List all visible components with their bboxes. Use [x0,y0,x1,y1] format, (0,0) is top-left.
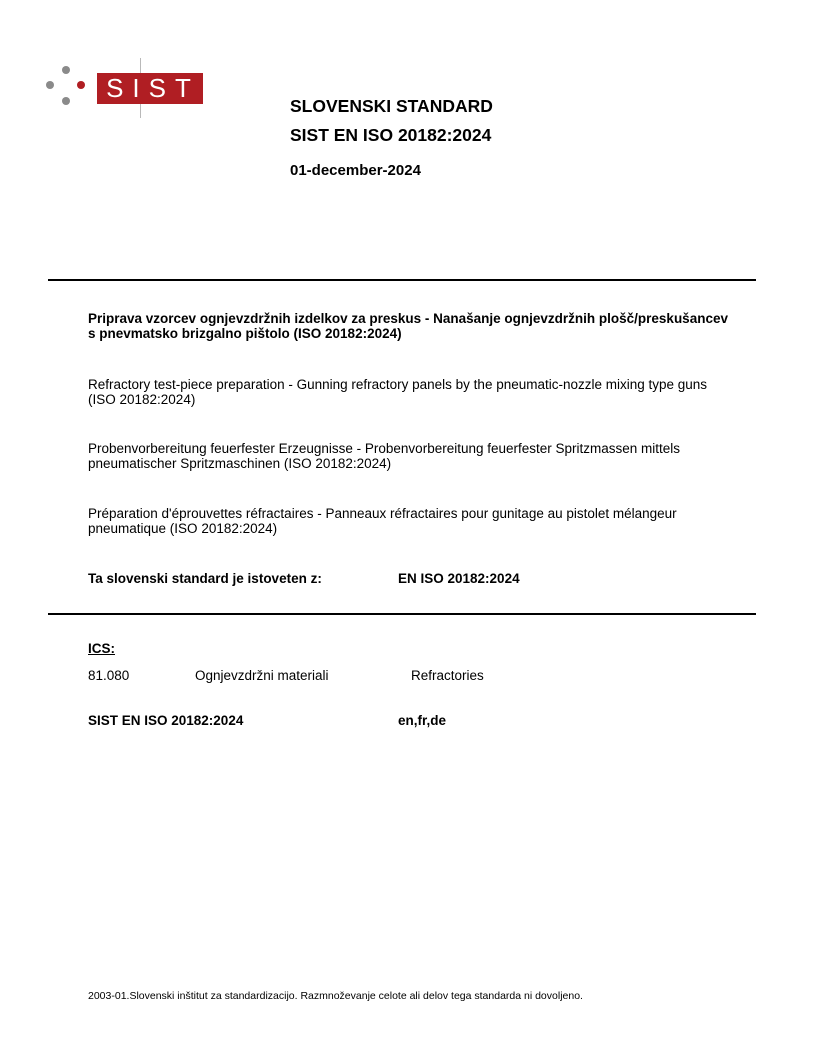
publication-date: 01-december-2024 [290,162,421,179]
ics-description-sl: Ognjevzdržni materiali [195,668,329,683]
identical-label: Ta slovenski standard je istoveten z: [88,571,322,586]
sist-logo-dots [46,66,86,108]
bottom-rule [48,613,756,615]
ics-code: 81.080 [88,668,130,683]
title-slovenian: Priprava vzorcev ognjevzdržnih izdelkov za preskus - Nanašanje ognjevzdržnih plošč/preskušancev s pnevmatsko brizgalno pištolo (ISO 20182:2024) [88,311,728,341]
header-standard-number: SIST EN ISO 20182:2024 [290,125,492,145]
title-german: Probenvorbereitung feuerfester Erzeugnisse - Probenvorbereitung feuerfester Spritzmassen mittels pneumatischer Spritzmaschinen (ISO 20182:2024) [88,441,681,471]
sist-logo: SIST [97,73,203,104]
copyright-footer: 2003-01.Slovenski inštitut za standardizacijo. Razmnoževanje celote ali delov tega standarda ni dovoljeno. [88,990,583,1002]
identical-value: EN ISO 20182:2024 [398,571,520,586]
ics-label: ICS: [88,641,115,656]
title-english: Refractory test-piece preparation - Gunning refractory panels by the pneumatic-nozzle mixing type guns (ISO 20182:2024) [88,377,708,407]
top-rule [48,279,756,281]
ics-description-en: Refractories [411,668,484,683]
header-line1: SLOVENSKI STANDARD [290,96,493,116]
title-french: Préparation d'éprouvettes réfractaires - Panneaux réfractaires pour gunitage au pistolet mélangeur pneumatique (ISO 20182:2024) [88,506,677,536]
languages: en,fr,de [398,713,447,728]
standard-designation: SIST EN ISO 20182:2024 [88,713,244,728]
